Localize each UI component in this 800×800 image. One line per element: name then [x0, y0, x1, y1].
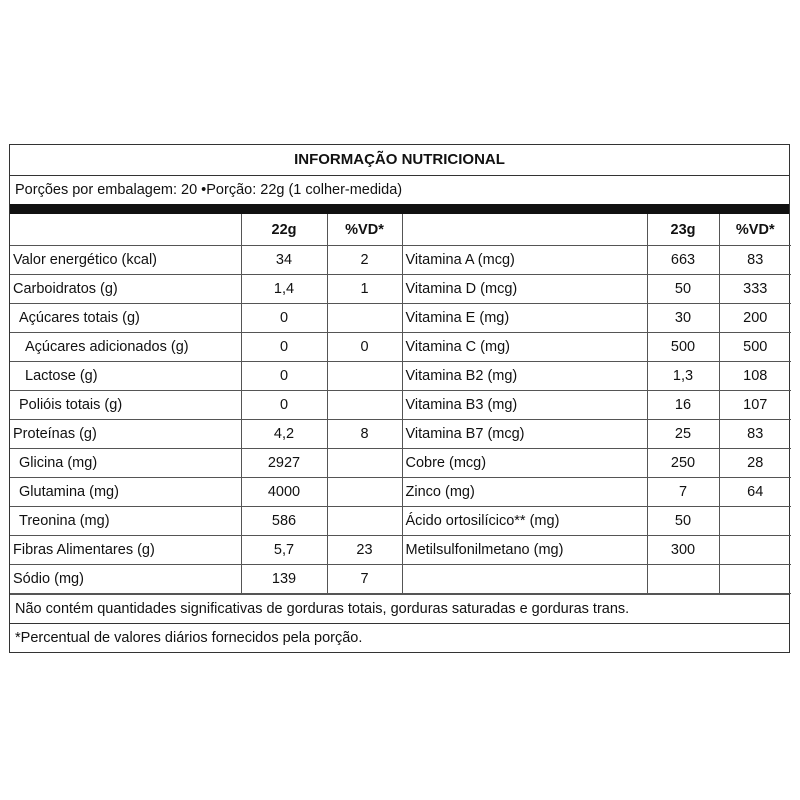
nutrient-vd: [327, 362, 402, 391]
table-row: [10, 304, 791, 333]
nutrient-name: Açúcares totais (g): [10, 304, 241, 333]
nutrient-vd: 500: [719, 333, 791, 362]
nutrient-vd: [719, 565, 791, 594]
nutrient-vd: 0: [327, 333, 402, 362]
nutrient-vd: [327, 304, 402, 333]
nutrient-amount: 50: [647, 275, 719, 304]
table-row: [10, 565, 791, 594]
nutrient-vd: 23: [327, 536, 402, 565]
nutrient-vd: 83: [719, 420, 791, 449]
nutrient-name: Metilsulfonilmetano (mg): [402, 536, 647, 565]
nutrient-name: Vitamina B2 (mg): [402, 362, 647, 391]
nutrient-name: Treonina (mg): [10, 507, 241, 536]
nutrient-amount: 139: [241, 565, 327, 594]
nutrient-vd: 1: [327, 275, 402, 304]
nutrient-name: Vitamina A (mcg): [402, 246, 647, 275]
nutrient-name: Valor energético (kcal): [10, 246, 241, 275]
nutrient-vd: [327, 391, 402, 420]
nutrient-vd: [327, 507, 402, 536]
nutrient-amount: 25: [647, 420, 719, 449]
table-row: [10, 362, 791, 391]
nutrient-amount: 50: [647, 507, 719, 536]
table-row: [10, 536, 791, 565]
table-row: [10, 246, 791, 275]
nutrient-vd: 8: [327, 420, 402, 449]
nutrient-name: Vitamina B3 (mg): [402, 391, 647, 420]
nutrient-name: Glutamina (mg): [10, 478, 241, 507]
nutrient-amount: 663: [647, 246, 719, 275]
nutrient-amount: [647, 565, 719, 594]
nutrient-amount: 4,2: [241, 420, 327, 449]
nutrient-vd: 7: [327, 565, 402, 594]
nutrient-amount: 16: [647, 391, 719, 420]
nutrient-vd: [719, 536, 791, 565]
nutrient-name: Vitamina D (mcg): [402, 275, 647, 304]
nutrient-amount: 5,7: [241, 536, 327, 565]
nutrient-name: Glicina (mg): [10, 449, 241, 478]
nutrient-vd: 200: [719, 304, 791, 333]
nutrient-grid: [10, 214, 791, 594]
nutrient-amount: 586: [241, 507, 327, 536]
column-header-row: [10, 214, 791, 246]
header-left-amount: 22g: [241, 214, 327, 246]
nutrient-amount: 500: [647, 333, 719, 362]
nutrient-name: Açúcares adicionados (g): [10, 333, 241, 362]
nutrient-name: [402, 565, 647, 594]
nutrient-vd: 107: [719, 391, 791, 420]
nutrient-name: Zinco (mg): [402, 478, 647, 507]
table-row: [10, 449, 791, 478]
nutrient-name: Vitamina E (mg): [402, 304, 647, 333]
table-row: [10, 507, 791, 536]
nutrient-amount: 34: [241, 246, 327, 275]
nutrient-vd: [719, 507, 791, 536]
footnote-not-significant: Não contém quantidades significativas de gorduras totais, gorduras saturadas e gorduras trans.: [10, 594, 789, 623]
nutrient-amount: 0: [241, 362, 327, 391]
nutrient-amount: 1,4: [241, 275, 327, 304]
nutrient-vd: 2: [327, 246, 402, 275]
nutrient-vd: [327, 449, 402, 478]
nutrient-name: Vitamina C (mg): [402, 333, 647, 362]
nutrient-name: Polióis totais (g): [10, 391, 241, 420]
nutrient-vd: 28: [719, 449, 791, 478]
nutrient-amount: 250: [647, 449, 719, 478]
nutrient-amount: 4000: [241, 478, 327, 507]
table-row: [10, 420, 791, 449]
nutrient-vd: 333: [719, 275, 791, 304]
nutrient-amount: 0: [241, 304, 327, 333]
nutrient-amount: 1,3: [647, 362, 719, 391]
footnote-daily-values: *Percentual de valores diários fornecidos pela porção.: [10, 623, 789, 652]
nutrient-amount: 300: [647, 536, 719, 565]
table-row: [10, 275, 791, 304]
nutrient-name: Carboidratos (g): [10, 275, 241, 304]
nutrient-amount: 0: [241, 391, 327, 420]
nutrient-amount: 7: [647, 478, 719, 507]
nutrient-vd: 108: [719, 362, 791, 391]
nutrient-vd: 64: [719, 478, 791, 507]
header-divider-bar: [10, 204, 789, 214]
nutrient-name: Vitamina B7 (mcg): [402, 420, 647, 449]
header-right-vd: %VD*: [719, 214, 791, 246]
table-row: [10, 333, 791, 362]
nutrient-vd: [327, 478, 402, 507]
nutrient-amount: 2927: [241, 449, 327, 478]
nutrient-name: Fibras Alimentares (g): [10, 536, 241, 565]
nutrient-name: Ácido ortosilícico** (mg): [402, 507, 647, 536]
header-blank-left: [10, 214, 241, 246]
table-title: INFORMAÇÃO NUTRICIONAL: [10, 145, 789, 176]
table-row: [10, 391, 791, 420]
table-row: [10, 478, 791, 507]
nutrient-name: Sódio (mg): [10, 565, 241, 594]
nutrient-name: Cobre (mcg): [402, 449, 647, 478]
header-blank-right: [402, 214, 647, 246]
servings-info: Porções por embalagem: 20 •Porção: 22g (1 colher-medida): [15, 182, 403, 198]
nutrient-vd: 83: [719, 246, 791, 275]
nutrition-facts-table: [9, 144, 790, 653]
nutrient-name: Proteínas (g): [10, 420, 241, 449]
nutrient-name: Lactose (g): [10, 362, 241, 391]
nutrient-amount: 0: [241, 333, 327, 362]
header-right-amount: 23g: [647, 214, 719, 246]
header-left-vd: %VD*: [327, 214, 402, 246]
nutrient-amount: 30: [647, 304, 719, 333]
